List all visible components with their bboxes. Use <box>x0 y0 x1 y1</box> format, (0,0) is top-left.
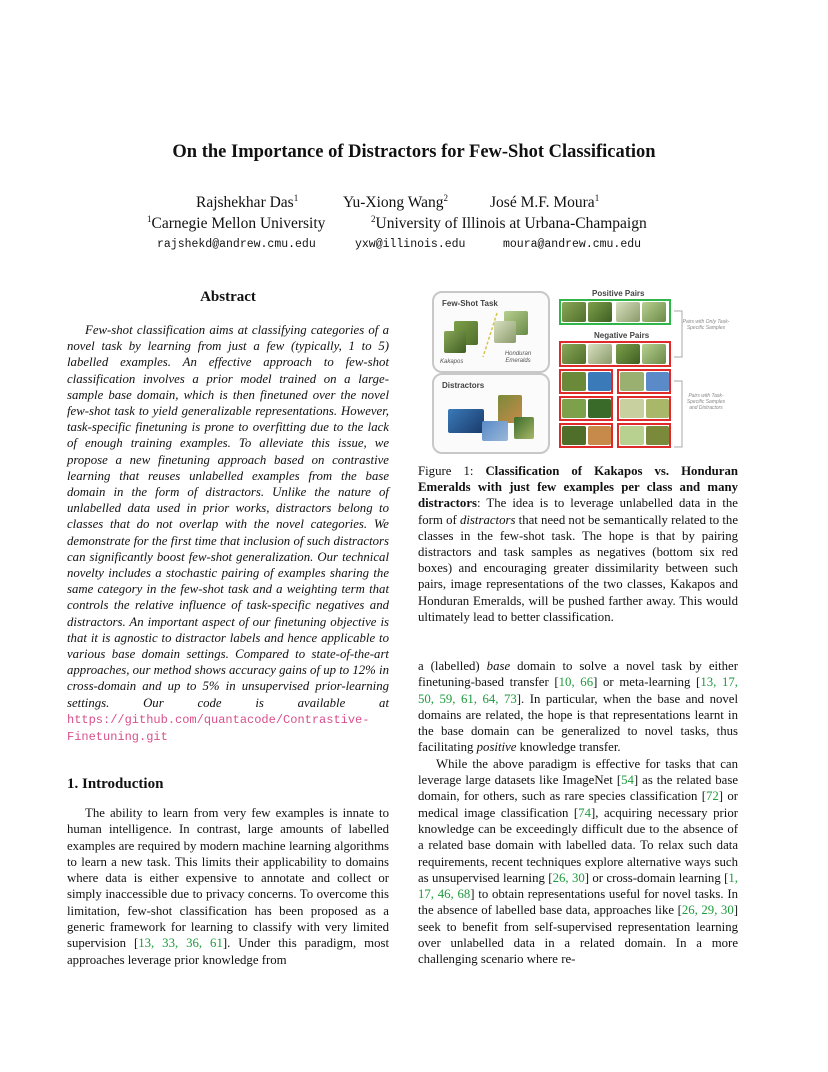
distractor-image <box>448 409 484 433</box>
pair-image <box>616 302 640 322</box>
citation-link[interactable]: 13, 17, 50, 59, 61, 64, 73 <box>418 675 738 706</box>
text: ] or medical image classification [ <box>418 789 738 820</box>
distractors-panel <box>432 373 550 454</box>
note-task-specific: Pairs with Only Task-Specific Samples <box>682 319 730 331</box>
caption-italic: distractors <box>459 512 516 527</box>
pair-image <box>646 372 669 391</box>
figure-caption <box>418 463 738 625</box>
caption-text: : The idea is to leverage unlabelled data in the form of <box>418 496 738 527</box>
affiliation-cmu: $^1$Carnegie Mellon University <box>147 214 326 232</box>
negative-pair-box <box>559 369 613 394</box>
citation-link[interactable]: 1, 17, 46, 68 <box>418 870 738 902</box>
pair-image <box>562 302 586 322</box>
note-distractors: Pairs with Task-Specific Samples and Distractors <box>686 393 726 411</box>
text: While the above paradigm is effective for tasks that can leverage large datasets like ImageNet [ <box>418 756 738 788</box>
pair-image <box>620 372 644 391</box>
code-link[interactable]: https://github.com/quantacode/Contrastive-Finetuning.git <box>67 712 370 745</box>
distractor-image <box>482 421 508 441</box>
text: ]. In particular, when the base and novel domains are related, the hope is that representations learnt in the base domain can be generalized to novel tasks, thus facilitating <box>418 691 739 755</box>
intro-text: ]. Under this paradigm, most approaches leverage prior knowledge from <box>67 936 389 967</box>
affiliation-uiuc: $^2$University of Illinois at Urbana-Champaign <box>371 214 647 232</box>
pair-image <box>562 372 586 391</box>
citation-link[interactable]: 74 <box>578 805 591 820</box>
few-shot-task-panel <box>432 291 550 373</box>
pair-image <box>562 344 586 364</box>
author-wang: Yu-Xiong Wang$^2$ <box>343 193 449 211</box>
paragraph <box>418 658 738 756</box>
author-das: Rajshekhar Das$^1$ <box>196 193 299 211</box>
negative-pair-box <box>559 396 613 421</box>
pair-image <box>588 302 612 322</box>
author-moura: José M.F. Moura$^1$ <box>490 193 600 211</box>
few-shot-task-label: Few-Shot Task <box>442 299 498 308</box>
positive-pairs-label: Positive Pairs <box>592 289 645 298</box>
pair-image <box>588 426 611 445</box>
pair-image <box>588 344 612 364</box>
honduran-label: Honduran Emeralds <box>504 351 532 364</box>
distractor-negative-pairs <box>559 369 671 449</box>
positive-pair-box <box>559 299 671 325</box>
intro-text: The ability to learn from very few examples is innate to human intelligence. In contrast, large amounts of labelled examples are required by modern machine learning algorithms to learn a new task. This limits their applicability to domains where data is either expensive to annotate and collect or simply inaccessible due to privacy concerns. To overcome this limitation, few-shot classification has been proposed as a generic framework for learning to classify with very limited supervision [ <box>67 806 389 951</box>
citation-link[interactable]: 72 <box>705 789 719 804</box>
kakapos-label: Kakapos <box>440 359 464 365</box>
pair-image <box>616 344 640 364</box>
pair-image <box>646 426 669 445</box>
pair-image <box>646 399 669 418</box>
citation-link[interactable]: 13, 33, 36, 61 <box>138 936 223 951</box>
intro-heading: 1. Introduction <box>67 776 164 792</box>
citation-link[interactable]: 26, 30 <box>552 870 585 885</box>
pair-image <box>588 399 611 418</box>
citation-link[interactable]: 10, 66 <box>558 675 594 690</box>
kakapo-image <box>444 331 466 353</box>
email-wang[interactable]: yxw@illinois.edu <box>355 238 466 251</box>
right-column-text <box>418 658 738 968</box>
citation-link[interactable]: 54 <box>621 773 634 788</box>
pair-image <box>562 399 586 418</box>
pair-image <box>620 399 644 418</box>
pair-image <box>642 302 666 322</box>
distractor-image <box>514 417 534 439</box>
negative-pair-box <box>617 396 671 421</box>
pair-image <box>620 426 644 445</box>
pair-image <box>642 344 666 364</box>
pair-image <box>588 372 611 391</box>
text-italic: positive <box>476 740 517 755</box>
text-italic: base <box>486 659 511 673</box>
negative-pair-box <box>617 423 671 448</box>
abstract-text: Few-shot classification aims at classifying categories of a novel task by learning from just a few (typically, 1 to 5) labelled examples. An effective approach to few-shot classification involves a prior model trained on a large-sample base domain, which is then finetuned over the novel few-shot task to yield generalizable representations. However, task-specific finetuning is prone to overfitting due to the lack of enough training examples. To alleviate this issue, we propose a new finetuning approach based on contrastive learning that reuses unlabelled examples from the base domain in the form of distractors. Unlike the nature of unlabelled data used in prior works, distractors belong to classes that do not overlap with the novel categories. We demonstrate for the first time that inclusion of such distractors can significantly boost few-shot generalization. Our technical novelty includes a stochastic pairing of examples sharing the same category in the few-shot task and a weighting term that controls the relative influence of task-specific negatives and distractors. An important aspect of our finetuning objective is that it is agnostic to distractor labels and hence applicable to various base domain settings. Compared to state-of-the-art approaches, our method shows accuracy gains of up to 12% in cross-domain and up to 5% in unsupervised prior-learning settings. Our code is available at <box>67 323 389 710</box>
text: ] or meta-learning [ <box>593 675 701 690</box>
email-das[interactable]: rajshekd@andrew.cmu.edu <box>157 238 316 251</box>
text: ] as the related base domain, for others, such as rare species classification [ <box>418 773 738 804</box>
paragraph <box>418 756 738 968</box>
text: a (labelled) <box>418 659 480 673</box>
negative-pairs-label: Negative Pairs <box>594 331 650 340</box>
caption-bold: Classification of Kakapos vs. Honduran Emeralds with just few examples per class and many distractors <box>418 464 738 511</box>
caption-prefix: Figure 1: <box>418 464 474 478</box>
text: ] to obtain representations useful for novel tasks. In the absence of labelled base data, approaches like [ <box>418 887 738 918</box>
negative-pair-box <box>617 369 671 394</box>
email-moura[interactable]: moura@andrew.cmu.edu <box>503 238 642 251</box>
text: knowledge transfer. <box>519 740 621 755</box>
figure-1 <box>432 289 732 452</box>
abstract-body <box>67 322 389 745</box>
caption-text: that need not be semantically related to the classes in the few-shot task. The hope is that by pairing distractors and task samples as negatives (bottom six red boxes) and encouraging greater dissimilarity between such pairs, image representations of the two classes, Kakapos and Honduran Emeralds, will be pushed farther away. This would ultimately lead to better classification. <box>418 512 738 624</box>
text: ] seek to benefit from self-supervised representation learning over unlabelled data in a related domain. In a more challenging scenario where re- <box>418 903 738 967</box>
negative-pair-box <box>559 423 613 448</box>
text: domain to solve a novel task by either finetuning-based transfer [ <box>418 659 738 690</box>
text: ] or cross-domain learning [ <box>584 870 729 885</box>
citation-link[interactable]: 26, 29, 30 <box>681 903 734 918</box>
abstract-heading: Abstract <box>200 289 256 305</box>
distractors-label: Distractors <box>442 381 485 390</box>
intro-paragraph <box>67 805 389 968</box>
pair-image <box>562 426 586 445</box>
text: ], acquiring necessary prior knowledge can be exceedingly difficult due to the absence of a related base domain with labelled data. To relax such data requirements, recent techniques explore alternative ways such as unsupervised learning [ <box>418 805 738 885</box>
paper-title: On the Importance of Distractors for Few-Shot Classification <box>172 142 656 162</box>
negative-pair-box <box>559 341 671 367</box>
